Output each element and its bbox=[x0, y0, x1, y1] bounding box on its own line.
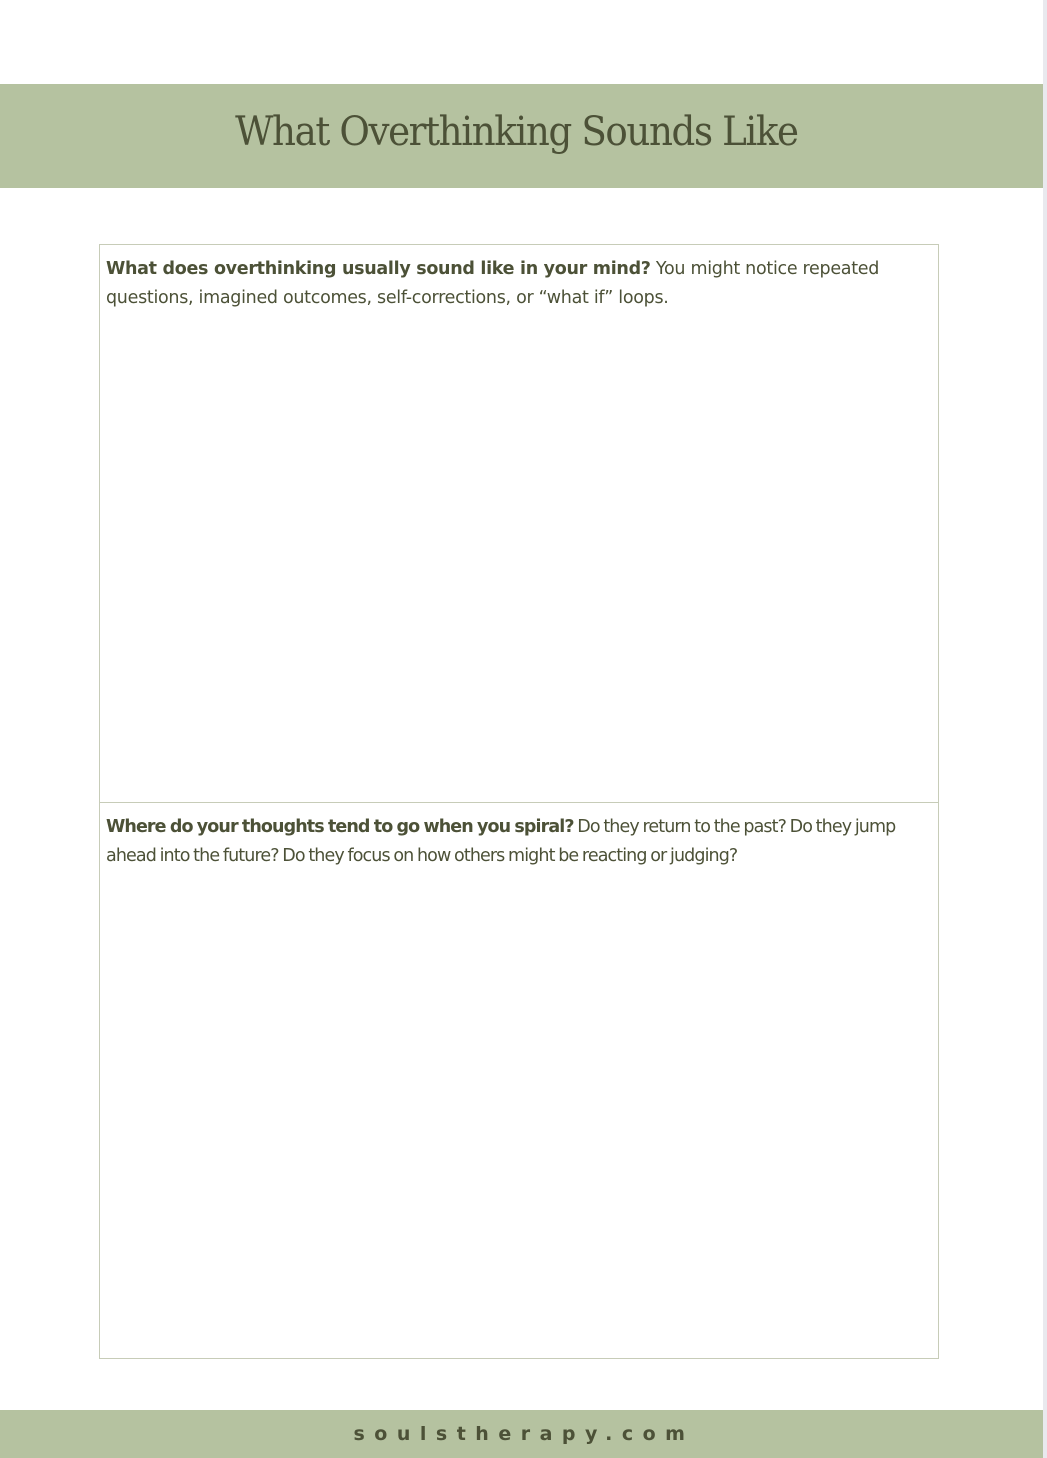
prompt-cell-spiral-direction bbox=[100, 802, 938, 1358]
prompt-detail: You might notice repeated questions, imagined outcomes, self-corrections, or “what if” loops. bbox=[106, 259, 880, 308]
footer-website: soulstherapy.com bbox=[353, 1423, 695, 1445]
page-title: What Overthinking Sounds Like bbox=[235, 109, 798, 155]
prompt-cell-overthinking-sound bbox=[100, 245, 938, 802]
prompt-question: What does overthinking usually sound like in your mind? bbox=[106, 259, 651, 279]
prompt-text bbox=[106, 255, 932, 313]
prompt-table bbox=[99, 244, 939, 1359]
page-edge-strip bbox=[1043, 0, 1047, 1458]
answer-field-spiral-direction[interactable] bbox=[106, 913, 932, 1348]
footer-band bbox=[0, 1410, 1043, 1458]
prompt-detail: Do they return to the past? Do they jump ahead into the future? Do they focus on how others might be reacting or judging? bbox=[106, 817, 896, 866]
prompt-text bbox=[106, 813, 932, 871]
header-band bbox=[0, 84, 1043, 188]
prompt-question: Where do your thoughts tend to go when you spiral? bbox=[106, 817, 574, 837]
answer-field-overthinking-sound[interactable] bbox=[106, 325, 932, 792]
